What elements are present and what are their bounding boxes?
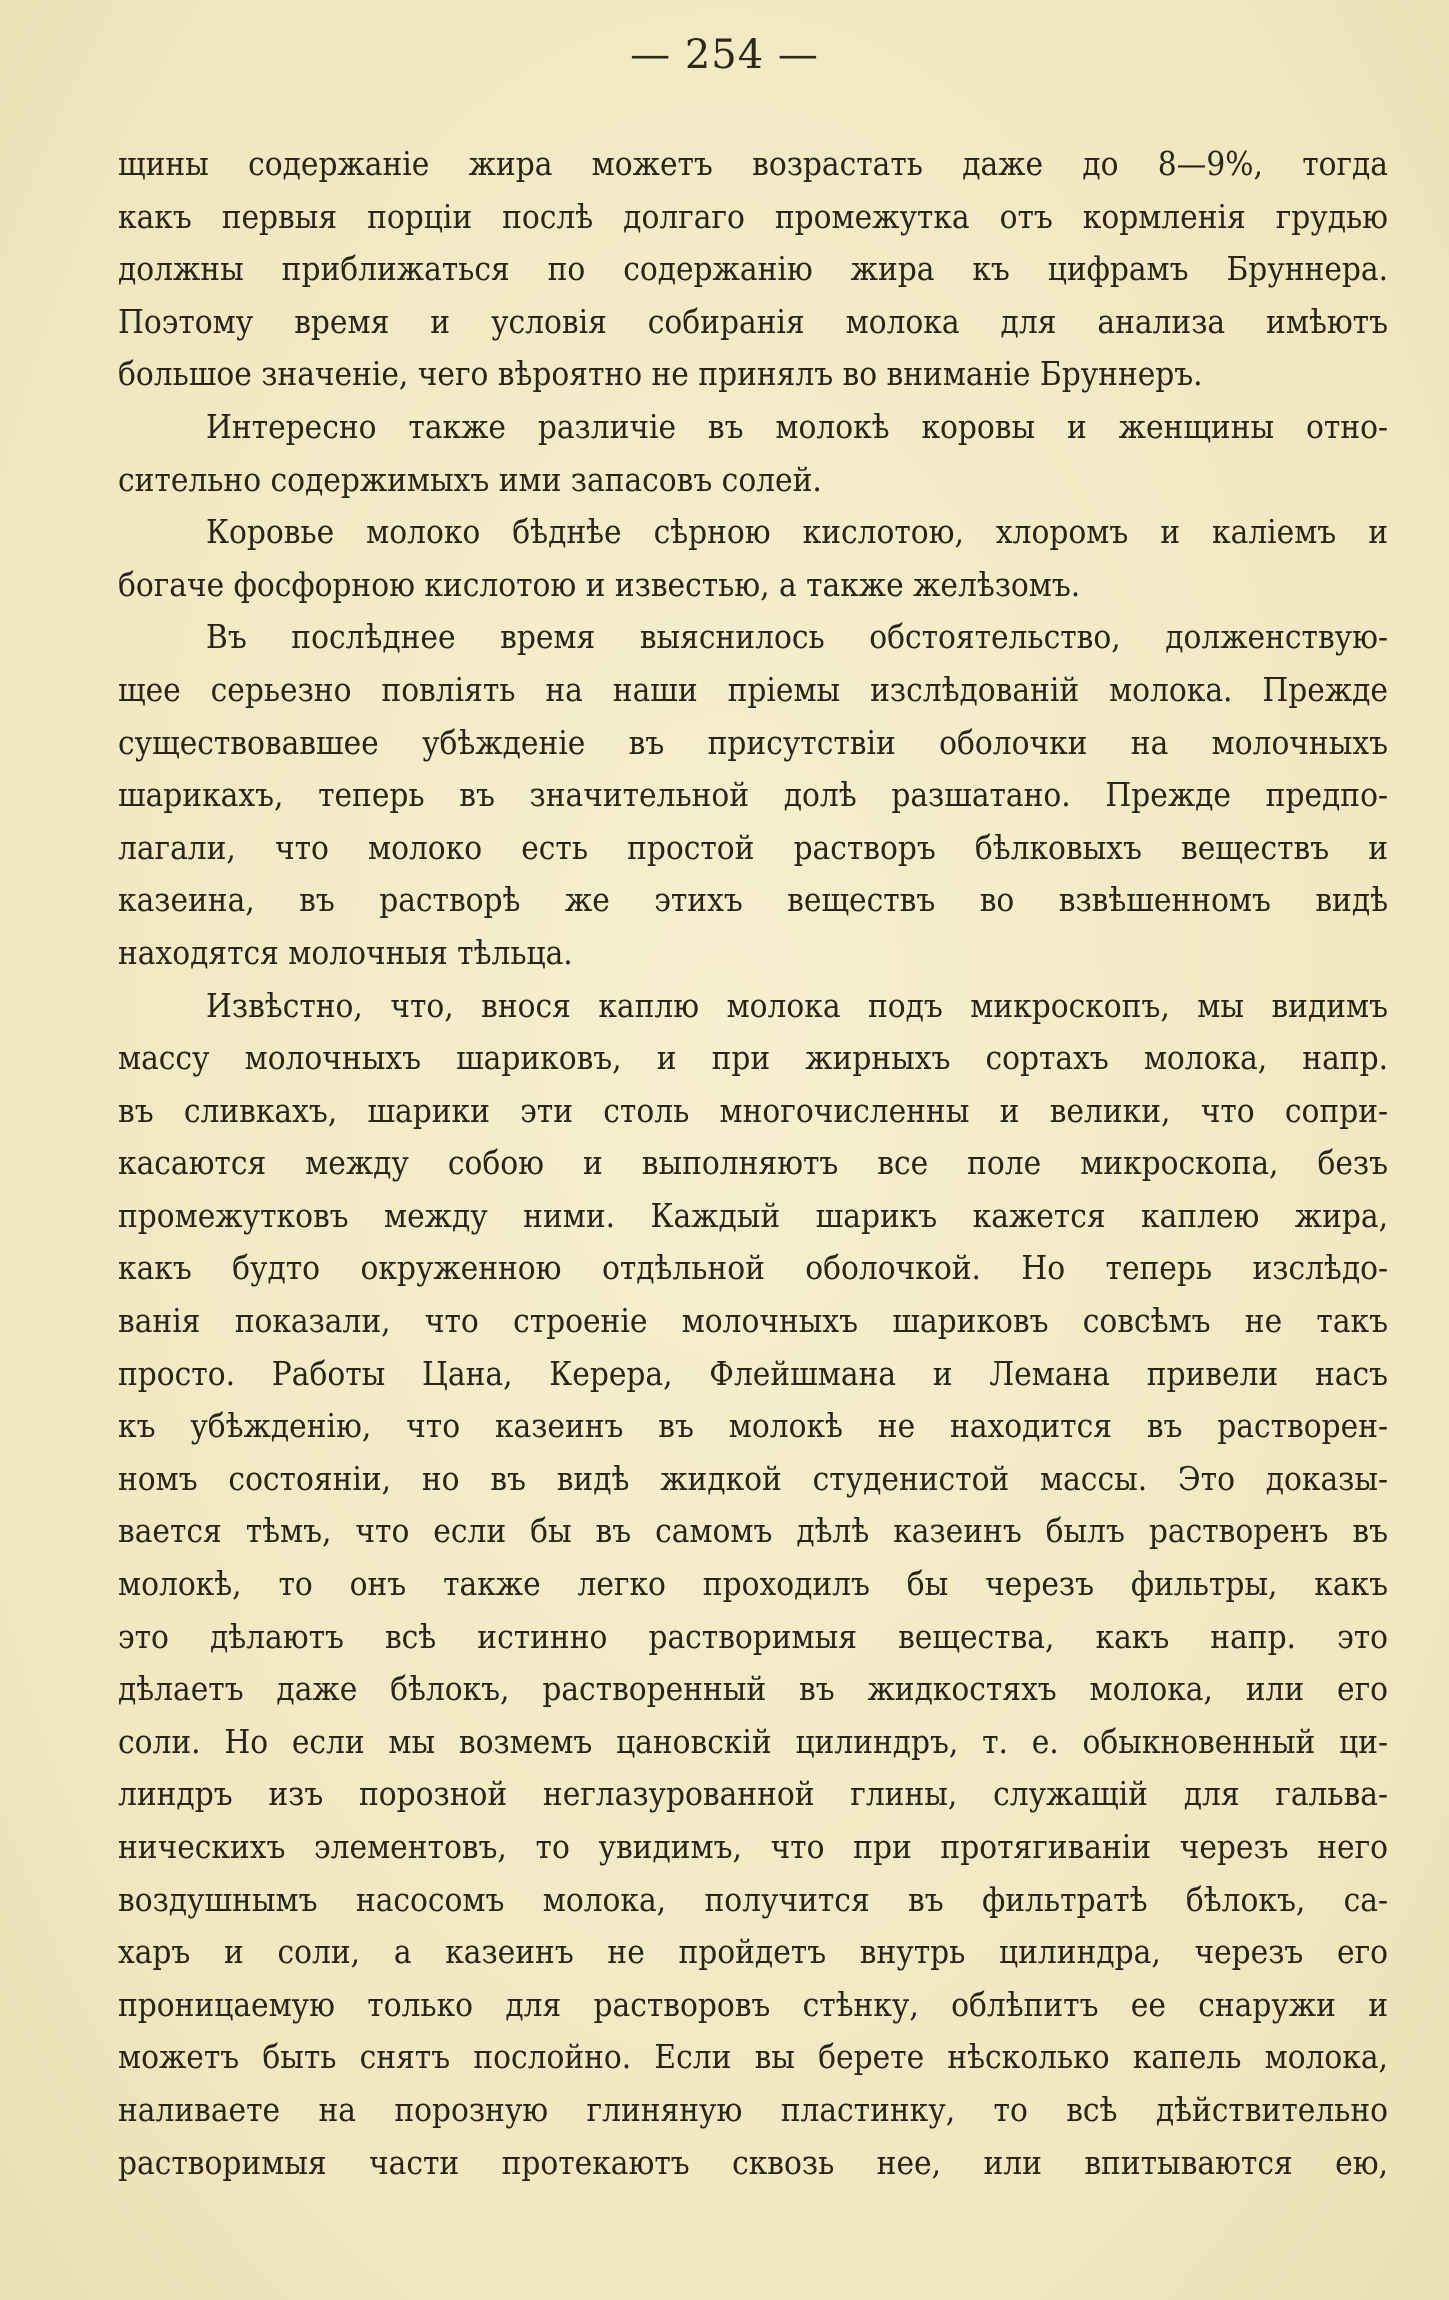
body-text: [118, 138, 1388, 2189]
text-line: шарикахъ, теперь въ значительной долѣ разшатано. Прежде предпо-: [118, 775, 1388, 815]
text-line: должны приближаться по содержанію жира къ цифрамъ Бруннера.: [118, 249, 1388, 289]
text-line: большое значеніе, чего вѣроятно не принялъ во вниманіе Бруннеръ.: [118, 354, 1203, 394]
text-line: казеина, въ растворѣ же этихъ веществъ во взвѣшенномъ видѣ: [118, 880, 1388, 920]
text-line: соли. Но если мы возмемъ цановскій цилиндръ, т. е. обыкновенный ци-: [118, 1721, 1388, 1761]
text-line: растворимыя части протекаютъ сквозь нее, или впитываются ею,: [118, 2142, 1388, 2182]
text-line: сительно содержимыхъ ими запасовъ солей.: [118, 459, 822, 499]
text-line: какъ будто окруженною отдѣльной оболочкой. Но теперь изслѣдо-: [118, 1248, 1388, 1288]
text-line: наливаете на порозную глиняную пластинку, то всѣ дѣйствительно: [118, 2089, 1388, 2129]
text-line: лагали, что молоко есть простой растворъ бѣлковыхъ веществъ и: [118, 827, 1388, 867]
text-line: Интересно также различіе въ молокѣ коровы и женщины отно-: [206, 406, 1388, 446]
text-line: Коровье молоко бѣднѣе сѣрною кислотою, хлоромъ и каліемъ и: [206, 512, 1388, 552]
text-line: это дѣлаютъ всѣ истинно растворимыя вещества, какъ напр. это: [118, 1616, 1388, 1656]
text-line: линдръ изъ порозной неглазурованной глины, служащій для гальва-: [118, 1774, 1388, 1814]
text-line: можетъ быть снятъ послойно. Если вы берете нѣсколько капель молока,: [118, 2037, 1388, 2077]
text-line: номъ состояніи, но въ видѣ жидкой студенистой массы. Это доказы-: [118, 1458, 1388, 1498]
text-line: щее серьезно повліять на наши пріемы изслѣдованій молока. Прежде: [118, 669, 1388, 709]
text-line: ванія показали, что строеніе молочныхъ шариковъ совсѣмъ не такъ: [118, 1301, 1388, 1341]
text-line: промежутковъ между ними. Каждый шарикъ кажется каплею жира,: [118, 1195, 1388, 1235]
text-line: воздушнымъ насосомъ молока, получится въ фильтратѣ бѣлокъ, са-: [118, 1879, 1388, 1919]
text-line: харъ и соли, а казеинъ не пройдетъ внутрь цилиндра, черезъ его: [118, 1932, 1388, 1972]
text-line: дѣлаетъ даже бѣлокъ, растворенный въ жидкостяхъ молока, или его: [118, 1669, 1388, 1709]
text-line: касаются между собою и выполняютъ все поле микроскопа, безъ: [118, 1143, 1388, 1183]
text-line: Въ послѣднее время выяснилось обстоятельство, долженствую-: [206, 617, 1388, 657]
text-line: массу молочныхъ шариковъ, и при жирныхъ сортахъ молока, напр.: [118, 1038, 1388, 1078]
text-line: какъ первыя порціи послѣ долгаго промежутка отъ кормленія грудью: [118, 196, 1388, 236]
text-line: молокѣ, то онъ также легко проходилъ бы черезъ фильтры, какъ: [118, 1564, 1388, 1604]
page-number: — 254 —: [630, 32, 819, 78]
text-line: вается тѣмъ, что если бы въ самомъ дѣлѣ казеинъ былъ растворенъ въ: [118, 1511, 1388, 1551]
text-line: богаче фосфорною кислотою и известью, а также желѣзомъ.: [118, 564, 1081, 604]
text-line: щины содержаніе жира можетъ возрастать даже до 8—9%, тогда: [118, 144, 1388, 183]
text-line: къ убѣжденію, что казеинъ въ молокѣ не находится въ растворен-: [118, 1406, 1388, 1446]
text-line: проницаемую только для растворовъ стѣнку, облѣпитъ ее снаружи и: [118, 1984, 1388, 2024]
text-line: находятся молочныя тѣльца.: [118, 932, 573, 972]
text-line: ническихъ элементовъ, то увидимъ, что при протягиваніи черезъ него: [118, 1827, 1388, 1866]
text-line: Извѣстно, что, внося каплю молока подъ микроскопъ, мы видимъ: [206, 985, 1388, 1025]
text-line: просто. Работы Цана, Керера, Флейшмана и Лемана привели насъ: [118, 1353, 1388, 1393]
text-line: въ сливкахъ, шарики эти столь многочисленны и велики, что сопри-: [118, 1090, 1388, 1130]
text-line: Поэтому время и условія собиранія молока для анализа имѣютъ: [118, 301, 1388, 341]
text-line: существовавшее убѣжденіе въ присутствіи оболочки на молочныхъ: [118, 722, 1388, 762]
